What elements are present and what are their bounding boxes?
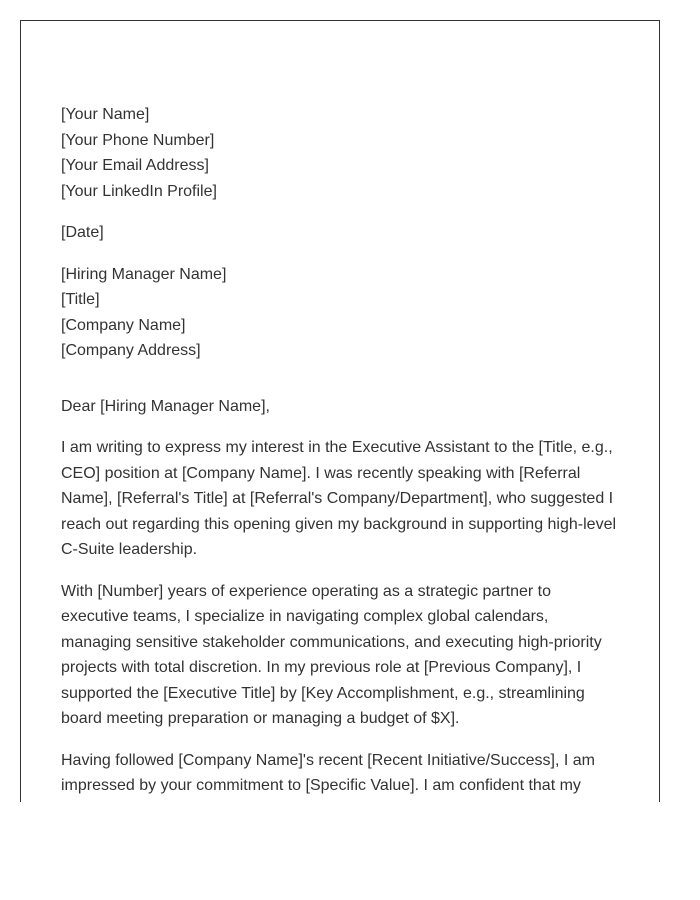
- recipient-block: [61, 262, 621, 364]
- recipient-title: [Title]: [61, 291, 100, 308]
- paragraph-line: With [Number] years of experience operating as a strategic partner to: [61, 582, 552, 600]
- paragraph-line: board meeting preparation or managing a budget of $X].: [61, 710, 460, 727]
- paragraph-line: I am writing to express my interest in the Executive Assistant to the [Title, e.g.,: [61, 439, 613, 456]
- sender-block: [61, 102, 621, 204]
- paragraph-referral: [61, 435, 621, 563]
- paragraph-line: CEO] position at [Company Name]. I was recently speaking with [Referral: [61, 464, 581, 482]
- paragraph-company-fit: [61, 748, 621, 799]
- paragraph-experience: [61, 579, 621, 732]
- paragraph-line: executive teams, I specialize in navigating complex global calendars,: [61, 608, 549, 625]
- salutation-block: [61, 394, 621, 420]
- paragraph-line: Name], [Referral's Title] at [Referral's Company/Department], who suggested I: [61, 490, 614, 507]
- date-block: [61, 220, 621, 246]
- cover-letter: [61, 102, 621, 802]
- recipient-address: [Company Address]: [61, 342, 201, 359]
- paragraph-line: Having followed [Company Name]'s recent [Recent Initiative/Success], I am: [61, 751, 595, 769]
- recipient-name: [Hiring Manager Name]: [61, 265, 227, 283]
- salutation: Dear [Hiring Manager Name],: [61, 397, 270, 415]
- sender-linkedin: [Your LinkedIn Profile]: [61, 182, 217, 200]
- paragraph-line: supported the [Executive Title] by [Key Accomplishment, e.g., streamlining: [61, 684, 585, 702]
- sender-email: [Your Email Address]: [61, 157, 209, 174]
- sender-name: [Your Name]: [61, 106, 150, 123]
- paragraph-line: managing sensitive stakeholder communications, and executing high-priority: [61, 633, 602, 651]
- sender-phone: [Your Phone Number]: [61, 131, 215, 149]
- paragraph-line: reach out regarding this opening given my background in supporting high-level: [61, 515, 617, 533]
- recipient-company: [Company Name]: [61, 316, 186, 334]
- paragraph-line: projects with total discretion. In my previous role at [Previous Company], I: [61, 659, 582, 676]
- paragraph-line: impressed by your commitment to [Specific Value]. I am confident that my: [61, 777, 581, 794]
- letter-date: [Date]: [61, 224, 104, 241]
- letter-page: [20, 20, 660, 802]
- paragraph-line: C-Suite leadership.: [61, 541, 198, 558]
